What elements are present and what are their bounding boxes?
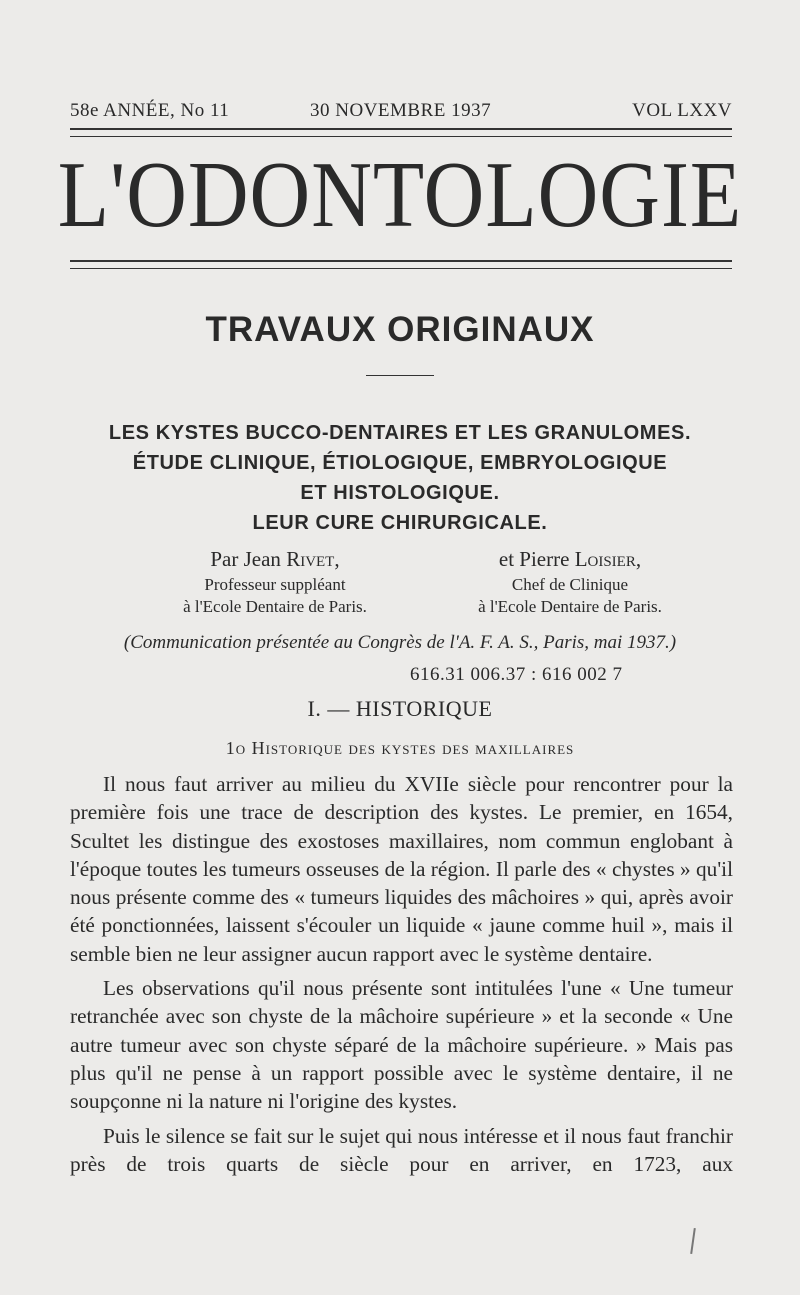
author-name (440, 548, 700, 570)
author-loisier (440, 548, 700, 618)
volume-number: VOL LXXV (632, 100, 732, 121)
author-surname: Rivet, (286, 547, 340, 571)
article-body (70, 770, 733, 1184)
journal-title: L'ODONTOLOGIE (57, 143, 743, 248)
part-heading: I. — HISTORIQUE (307, 696, 493, 721)
issue-number: 58e ANNÉE, No 11 (70, 100, 230, 121)
article-title-line: LES KYSTES BUCCO-DENTAIRES ET LES GRANULOMES. (108, 422, 692, 444)
article-title (60, 418, 740, 538)
author-name (150, 548, 400, 570)
masthead (70, 100, 732, 128)
body-paragraph: Les observations qu'il nous présente sont intitulées l'une « Une tumeur retranchée avec son chyste de la mâchoire supérieure » et la seconde « Une autre tumeur avec son chyste séparé de la mâchoire supérieure. » Mais pas plus qu'il ne pense à un rapport possible avec le système dentaire, il ne soupçonne ni la nature ni l'origine des kystes. (70, 976, 733, 1114)
author-institution: à l'Ecole Dentaire de Paris. (478, 597, 662, 616)
body-paragraph: Il nous faut arriver au milieu du XVIIe siècle pour rencontrer pour la première fois une trace de description des kystes. Le premier, en 1654, Scultet les distingue des exostoses maxillaires, nom commun englobant à l'époque toutes les tumeurs osseuses de la région. Il parle des « chystes » qu'il nous présente comme des « tumeurs liquides des mâchoires » qui, après avoir été ponctionnées, laissent s'écouler un liquide « jaune comme huil », mais il semble bien ne leur assigner aucun rapport avec le système dentaire. (70, 772, 733, 966)
body-paragraph: Puis le silence se fait sur le sujet qui nous intéresse et il nous faut franchir près de trois quarts de siècle pour en arriver, en 1723, aux (70, 1123, 733, 1176)
author-rivet (150, 548, 400, 618)
issue-date: 30 NOVEMBRE 1937 (310, 100, 492, 121)
author-role: Professeur suppléant (204, 575, 346, 594)
author-surname: Loisier, (574, 547, 642, 571)
section-title: TRAVAUX ORIGINAUX (205, 310, 595, 349)
author-prefix: et Pierre (498, 547, 570, 571)
pencil-mark (690, 1228, 696, 1254)
sub-heading: 1o Historique des kystes des maxillaires (225, 738, 575, 758)
title-rule (70, 260, 732, 269)
article-title-line: ÉTUDE CLINIQUE, ÉTIOLOGIQUE, EMBRYOLOGIQUE (132, 452, 668, 474)
classification-code: 616.31 006.37 : 616 002 7 (410, 664, 623, 685)
article-title-line: LEUR CURE CHIRURGICALE. (252, 512, 548, 534)
author-prefix: Par Jean (210, 547, 281, 571)
author-role: Chef de Clinique (511, 575, 629, 594)
section-divider (366, 375, 434, 376)
author-institution: à l'Ecole Dentaire de Paris. (183, 597, 367, 616)
article-title-line: ET HISTOLOGIQUE. (300, 482, 500, 504)
masthead-rule (70, 128, 732, 137)
communication-note: (Communication présentée au Congrès de l'A. F. A. S., Paris, mai 1937.) (123, 632, 677, 653)
